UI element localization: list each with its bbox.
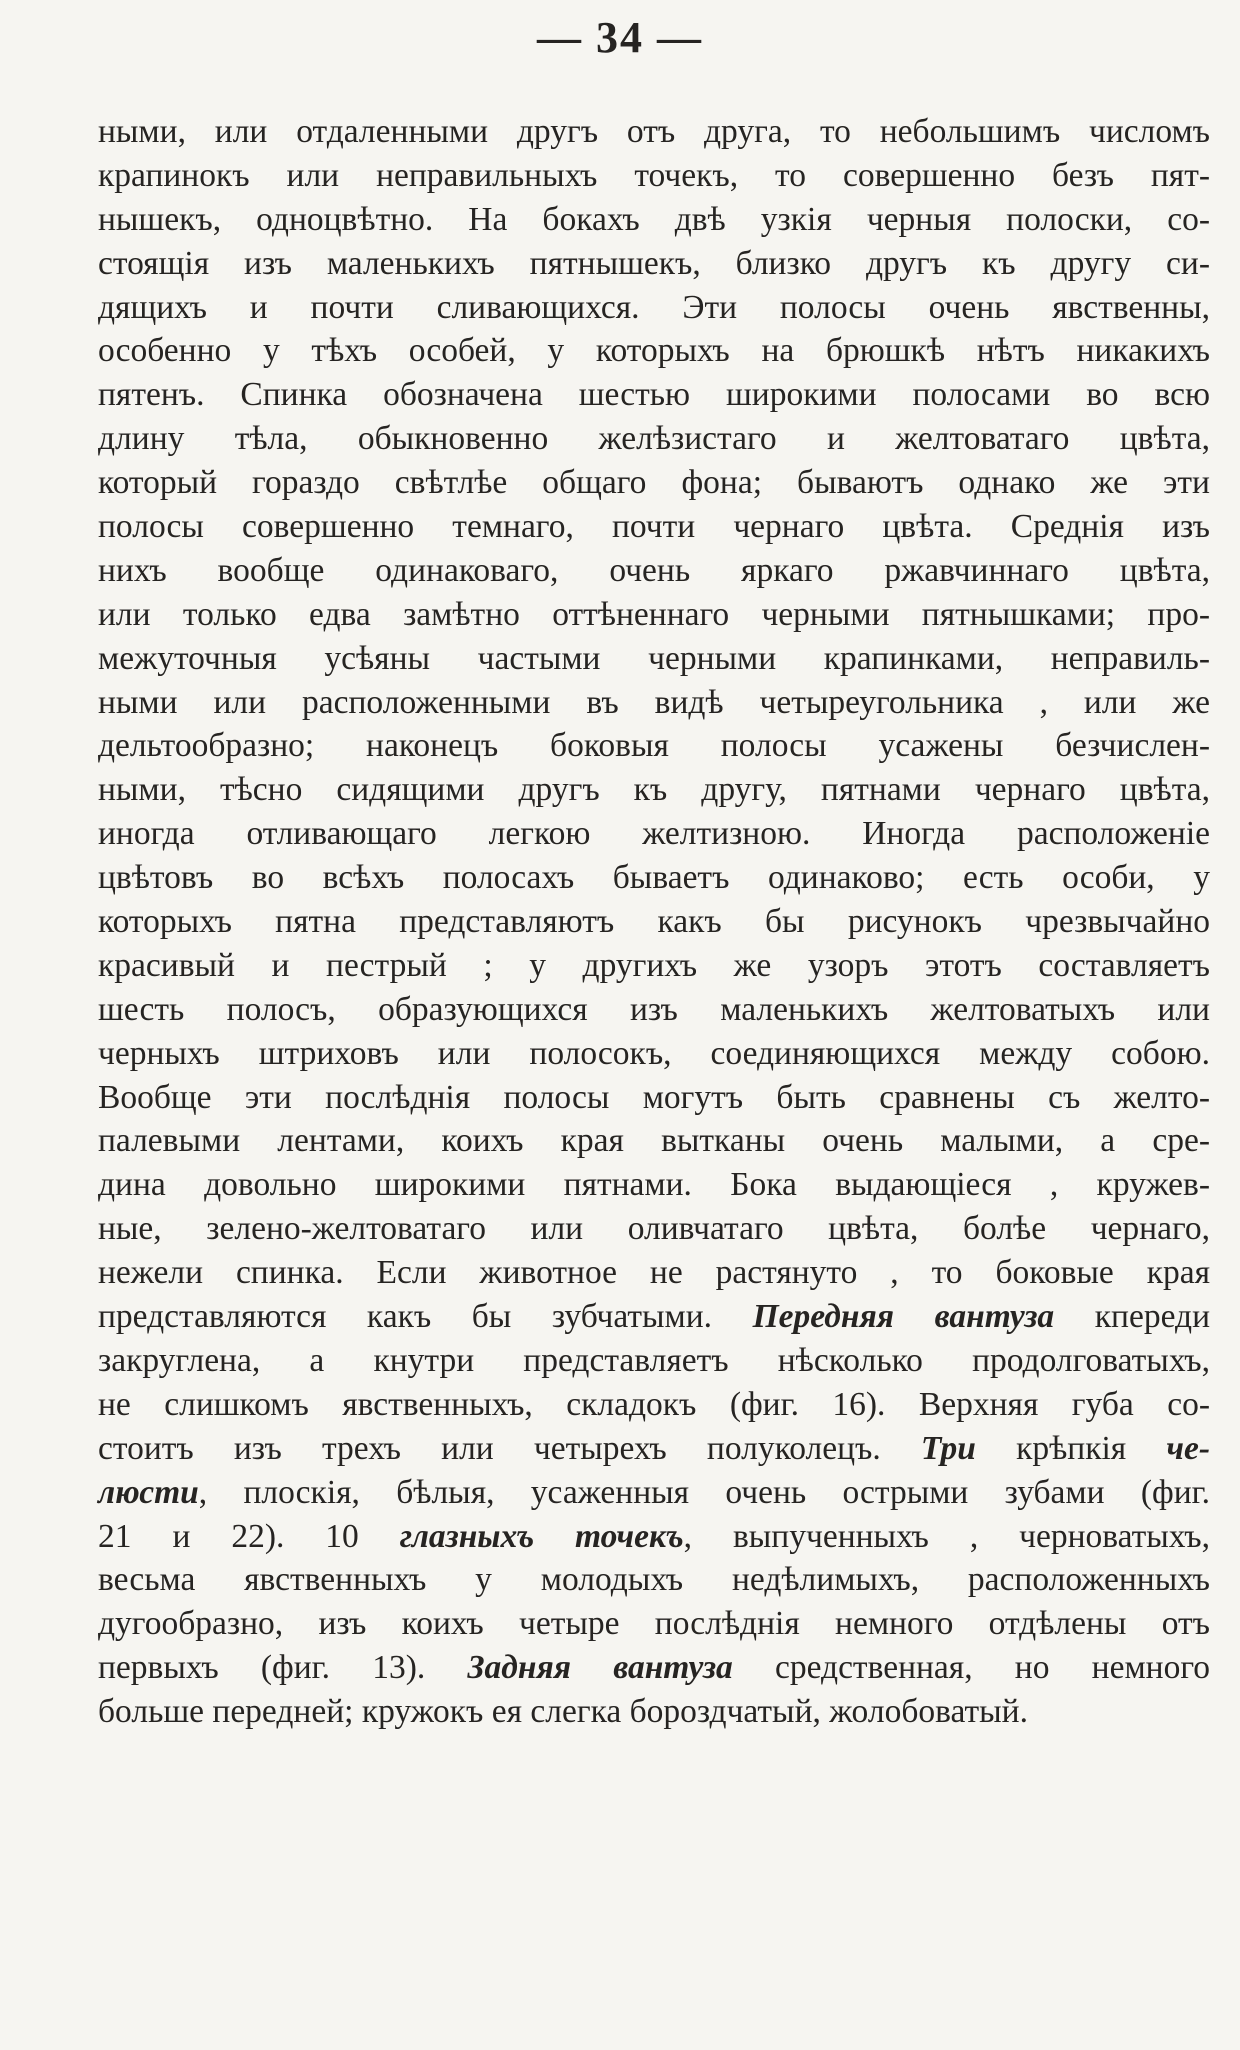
- text-line: [98, 944, 1210, 988]
- text-line: [98, 1207, 1210, 1251]
- text-line: [98, 329, 1210, 373]
- text-segment: нихъ вообще одинаковаго, очень яркаго ржавчиннаго цвѣта,: [98, 551, 1210, 589]
- text-line: [98, 110, 1210, 154]
- text-segment: палевыми лентами, коихъ края вытканы очень малыми, а сре-: [98, 1122, 1210, 1160]
- text-line: [98, 154, 1210, 198]
- text-segment: шесть полосъ, образующихся изъ маленькихъ желтоватыхъ или: [98, 990, 1210, 1028]
- text-line: [98, 681, 1210, 725]
- text-segment: закруглена, а кнутри представляетъ нѣсколько продолговатыхъ,: [98, 1341, 1210, 1379]
- body-text: [98, 110, 1210, 1734]
- text-line: [98, 1119, 1210, 1163]
- text-segment: иногда отливающаго легкою желтизною. Иногда расположеніе: [98, 815, 1210, 853]
- text-line: [98, 988, 1210, 1032]
- text-line: [98, 1383, 1210, 1427]
- text-line: [98, 242, 1210, 286]
- italic-term: люсти: [98, 1473, 199, 1511]
- text-line: [98, 593, 1210, 637]
- text-segment: ные, зелено-желтоватаго или оливчатаго цвѣта, болѣе чернаго,: [98, 1210, 1210, 1248]
- text-segment: межуточныя усѣяны частыми черными крапинками, неправиль-: [98, 639, 1210, 677]
- text-line: [98, 505, 1210, 549]
- text-line: [98, 1427, 1210, 1471]
- text-line: [98, 1602, 1210, 1646]
- text-segment: , выпученныхъ , черноватыхъ,: [683, 1517, 1210, 1555]
- text-segment: , плоскія, бѣлыя, усаженныя очень острыми зубами (фиг.: [198, 1473, 1210, 1511]
- text-segment: первыхъ (фиг. 13).: [98, 1649, 468, 1687]
- text-segment: дугообразно, изъ коихъ четыре послѣднія немного отдѣлены отъ: [98, 1605, 1210, 1643]
- text-segment: представляются какъ бы зубчатыми.: [98, 1298, 753, 1336]
- italic-term: глазныхъ точекъ: [399, 1517, 684, 1555]
- text-line: [98, 900, 1210, 944]
- text-segment: ными, тѣсно сидящими другъ къ другу, пятнами чернаго цвѣта,: [98, 771, 1210, 809]
- text-segment: ными, или отдаленными другъ отъ друга, то небольшимъ числомъ: [98, 113, 1210, 150]
- text-segment: красивый и пестрый ; у другихъ же узоръ этотъ составляетъ: [98, 946, 1210, 984]
- text-line: [98, 373, 1210, 417]
- text-line: [98, 1295, 1210, 1339]
- text-segment: пятенъ. Спинка обозначена шестью широкими полосами во всю: [98, 376, 1210, 414]
- text-line: [98, 286, 1210, 330]
- italic-term: Три: [920, 1429, 976, 1467]
- text-segment: кпереди: [1054, 1298, 1210, 1336]
- text-segment: нежели спинка. Если животное не растянуто , то боковые края: [98, 1254, 1210, 1292]
- text-line: [98, 1163, 1210, 1207]
- text-segment: который гораздо свѣтлѣе общаго фона; бываютъ однако же эти: [98, 464, 1210, 502]
- text-segment: длину тѣла, обыкновенно желѣзистаго и желтоватаго цвѣта,: [98, 420, 1210, 458]
- text-segment: которыхъ пятна представляютъ какъ бы рисунокъ чрезвычайно: [98, 903, 1210, 941]
- text-segment: цвѣтовъ во всѣхъ полосахъ бываетъ одинаково; есть особи, у: [98, 859, 1210, 897]
- text-segment: черныхъ штриховъ или полосокъ, соединяющихся между собою.: [98, 1034, 1210, 1072]
- text-line: [98, 1076, 1210, 1120]
- text-segment: Вообще эти послѣднія полосы могутъ быть сравнены съ желто-: [98, 1078, 1210, 1116]
- text-segment: нышекъ, одноцвѣтно. На бокахъ двѣ узкія черныя полоски, со-: [98, 200, 1210, 238]
- text-line: [98, 812, 1210, 856]
- text-line: [98, 417, 1210, 461]
- text-segment: 21 и 22). 10: [98, 1517, 400, 1555]
- text-line: [98, 1558, 1210, 1602]
- text-segment: дина довольно широкими пятнами. Бока выдающіеся , кружев-: [98, 1166, 1210, 1204]
- text-segment: больше передней; кружокъ ея слегка бороздчатый, жолобоватый.: [98, 1693, 1028, 1731]
- text-line: [98, 637, 1210, 681]
- text-line: [98, 856, 1210, 900]
- text-segment: дящихъ и почти сливающихся. Эти полосы очень явственны,: [98, 288, 1210, 326]
- text-line: [98, 1515, 1210, 1559]
- text-line: [98, 1646, 1210, 1690]
- text-segment: или только едва замѣтно оттѣненнаго черными пятнышками; про-: [98, 595, 1210, 633]
- text-line: [98, 461, 1210, 505]
- text-segment: дельтообразно; наконецъ боковыя полосы усажены безчислен-: [98, 727, 1210, 765]
- text-segment: стоящія изъ маленькихъ пятнышекъ, близко другъ къ другу си-: [98, 244, 1210, 282]
- text-line: [98, 1251, 1210, 1295]
- text-segment: весьма явственныхъ у молодыхъ недѣлимыхъ, расположенныхъ: [98, 1561, 1210, 1599]
- text-line: [98, 724, 1210, 768]
- text-segment: особенно у тѣхъ особей, у которыхъ на брюшкѣ нѣтъ никакихъ: [98, 332, 1210, 370]
- text-segment: крапинокъ или неправильныхъ точекъ, то совершенно безъ пят-: [98, 156, 1210, 194]
- text-line: [98, 1690, 1210, 1734]
- italic-term: Задняя вантуза: [467, 1649, 733, 1687]
- page-number: — 34 —: [537, 13, 703, 62]
- text-line: [98, 768, 1210, 812]
- text-segment: крѣпкія: [975, 1429, 1167, 1467]
- text-segment: средственная, но немного: [732, 1649, 1211, 1687]
- text-line: [98, 1471, 1210, 1515]
- text-segment: стоитъ изъ трехъ или четырехъ полуколецъ.: [98, 1429, 921, 1467]
- text-segment: ными или расположенными въ видѣ четыреугольника , или же: [98, 683, 1210, 721]
- text-line: [98, 1339, 1210, 1383]
- text-line: [98, 549, 1210, 593]
- italic-term: Передняя вантуза: [752, 1298, 1055, 1336]
- text-segment: полосы совершенно темнаго, почти чернаго цвѣта. Среднія изъ: [98, 508, 1210, 546]
- italic-term: че-: [1166, 1429, 1210, 1467]
- text-line: [98, 1032, 1210, 1076]
- text-line: [98, 198, 1210, 242]
- text-segment: не слишкомъ явственныхъ, складокъ (фиг. 16). Верхняя губа со-: [98, 1385, 1210, 1423]
